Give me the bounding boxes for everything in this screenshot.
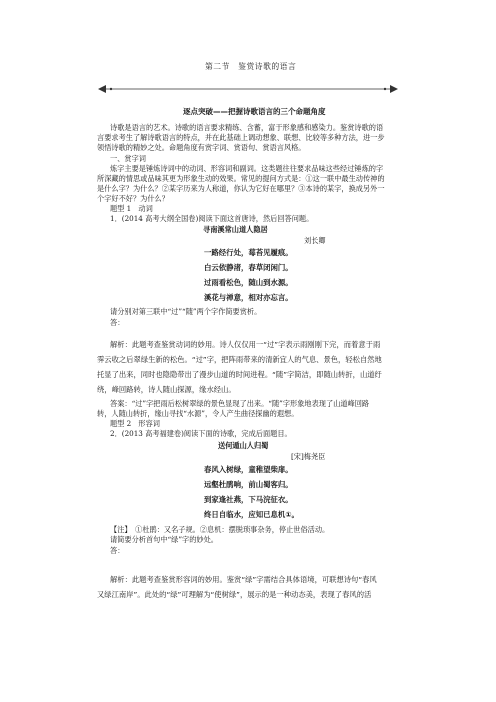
question-ask: 请分别对第三联中“过”“随”两个字作简要赏析。 [110, 307, 262, 316]
para-line: 所深藏的情思或品味其更为形象生动的效果。常见的提问方式是：①这一联中最生动传神的 [97, 174, 385, 183]
para-line: 炼字主要是锤炼诗词中的动词、形容词和副词。这类题往往要求品味这些经过锤炼的字 [110, 164, 384, 173]
poem-line: 到家逢社燕，下马浣征衣。 [204, 495, 293, 504]
para-line: 个字好不好？为什么？ [97, 194, 169, 203]
question: 2．(2013 高考福建卷)阅读下面的诗歌，完成后面题目。 [110, 429, 292, 438]
poem-line: 一路经行处，莓苔见履痕。 [204, 248, 293, 257]
poem-line: 远壑杜鹃响，前山蜀客归。 [204, 480, 293, 489]
intro-line: 领悟诗歌的精妙之处。命题角度有赏字词、赏语句、赏语言风格。 [97, 143, 306, 152]
poem-line: 春风入树绿，童稚望柴扉。 [204, 465, 293, 474]
answer-label: 答： [110, 318, 125, 327]
analysis-line: 解析：此题考查鉴赏形容词的妙用。鉴赏“绿”字需结合具体语境，可联想诗句“春风 [110, 575, 377, 584]
answer-line: 答案：“过”字把雨后松树翠绿的景色显现了出来。“随”字形象地表现了山道峰回路 [110, 399, 370, 408]
answer-label: 答： [110, 546, 125, 555]
poem-note: 【注】 ①杜鹃：又名子规。②息机：摆脱琐事杂务，停止世俗活动。 [110, 525, 330, 534]
poem-line: 溪花与禅意，相对亦忘言。 [204, 293, 293, 302]
type-label: 题型 1 动词 [110, 204, 153, 213]
poem-title: 送何遁山人归蜀 [218, 441, 269, 450]
para-line: 是什么字？为什么？②某字历来为人称道，你认为它好在哪里？③本诗的某字，换成另外一 [97, 184, 385, 193]
banner-title: 逐点突破——把握诗歌语言的三个命题角度 [183, 107, 326, 116]
analysis-line: 解析：此题考查鉴赏动词的妙用。诗人仅仅用一“过”字表示雨刚刚下完，而着意于雨 [110, 340, 381, 349]
intro-line: 诗歌是语言的艺术。诗歌的语言要求精练、含蓄，富于形象感和感染力。鉴赏诗歌的语 [110, 123, 384, 132]
analysis-line: 托显了出来，同时也隐隐带出了漫步山道的时间进程。“随”字简洁，即随山转折，山道纡 [97, 370, 382, 379]
type-label: 题型 2 形容词 [110, 419, 160, 428]
analysis-line: 绕，峰回路转，诗人随山探源，缘水经山。 [97, 385, 236, 394]
banner-ornament [98, 82, 398, 96]
answer-line: 转，人随山转折，缘山寻找“水源”，令人产生曲径探幽的遐想。 [97, 409, 299, 418]
poem-title: 寻南溪常山道人隐居 [203, 225, 268, 234]
poem-line: 过雨看松色，随山到水源。 [204, 278, 293, 287]
intro-line: 言要求考生了解诗歌语言的特点，并在此基础上调动想象、联想、比较等多种方法，进一步 [97, 133, 385, 142]
question: 1．(2014 高考大纲全国卷)阅读下面这首唐诗，然后回答问题。 [110, 214, 314, 223]
poem-author: [宋]梅尧臣 [291, 452, 326, 461]
analysis-line: 霁云收之后翠绿生新的松色。“过”字，把阵雨带来的清新宜人的气息、景色，轻松自然地 [97, 355, 382, 364]
section-title: 第二节 鉴赏诗歌的语言 [205, 62, 297, 71]
question-ask: 请简要分析首句中“绿”字的妙处。 [110, 535, 218, 544]
part-heading: 一、赏字词 [110, 154, 146, 163]
poem-author: 刘长卿 [304, 236, 326, 245]
poem-line: 白云依静渚，春草闭闲门。 [204, 263, 293, 272]
analysis-line: 又绿江南岸”。此处的“绿”可理解为“使树绿”，展示的是一种动态美，表现了春风的活 [97, 590, 372, 599]
poem-line: 终日自临水，应知已息机①。 [204, 510, 299, 519]
